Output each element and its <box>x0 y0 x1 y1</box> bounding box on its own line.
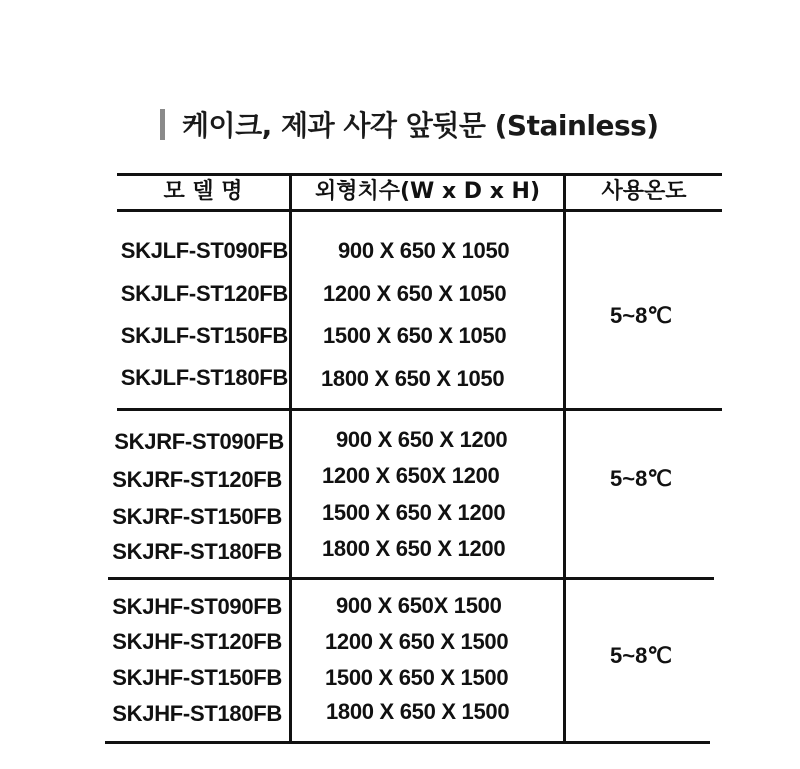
dimension-cell: 900 X 650 X 1200 <box>336 427 508 452</box>
dimension-cell: 900 X 650 X 1050 <box>338 238 510 263</box>
dimension-cell: 1500 X 650 X 1050 <box>323 323 507 348</box>
model-cell: SKJLF-ST090FB <box>120 238 288 263</box>
model-cell: SKJRF-ST090FB <box>114 429 284 454</box>
dimension-cell: 1200 X 650 X 1500 <box>325 629 509 654</box>
group-divider-2 <box>108 577 714 580</box>
header-bottom-rule <box>117 209 722 212</box>
dimension-cell: 1800 X 650 X 1500 <box>326 699 510 724</box>
dimension-cell: 1500 X 650 X 1200 <box>322 500 506 525</box>
temperature-cell: 5~8℃ <box>609 303 673 328</box>
model-cell: SKJHF-ST120FB <box>112 629 282 654</box>
dimension-cell: 1800 X 650 X 1200 <box>322 536 506 561</box>
model-cell: SKJHF-ST090FB <box>112 594 282 619</box>
header-dimensions: 외형치수(W x D x H) <box>314 179 541 204</box>
header-temperature: 사용온도 <box>601 179 687 204</box>
model-cell: SKJLF-ST120FB <box>120 281 288 306</box>
dimension-cell: 1500 X 650 X 1500 <box>325 665 509 690</box>
model-cell: SKJRF-ST120FB <box>112 467 282 492</box>
dimension-cell: 900 X 650X 1500 <box>336 593 502 618</box>
dimension-cell: 1800 X 650 X 1050 <box>321 366 505 391</box>
group-divider-1 <box>117 408 722 411</box>
column-divider-model <box>289 173 292 744</box>
model-cell: SKJHF-ST150FB <box>112 665 282 690</box>
dimension-cell: 1200 X 650X 1200 <box>322 463 500 488</box>
temperature-cell: 5~8℃ <box>609 643 673 668</box>
dimension-cell: 1200 X 650 X 1050 <box>323 281 507 306</box>
title-accent-bar <box>160 109 165 140</box>
model-cell: SKJLF-ST150FB <box>120 323 288 348</box>
header-model: 모 델 명 <box>163 179 243 204</box>
model-cell: SKJHF-ST180FB <box>112 701 282 726</box>
model-cell: SKJRF-ST180FB <box>112 539 282 564</box>
page-title: 케이크, 제과 사각 앞뒷문 (Stainless) <box>182 109 659 142</box>
model-cell: SKJLF-ST180FB <box>120 365 288 390</box>
model-cell: SKJRF-ST150FB <box>112 504 282 529</box>
table-bottom-rule <box>105 741 710 744</box>
temperature-cell: 5~8℃ <box>609 466 673 491</box>
